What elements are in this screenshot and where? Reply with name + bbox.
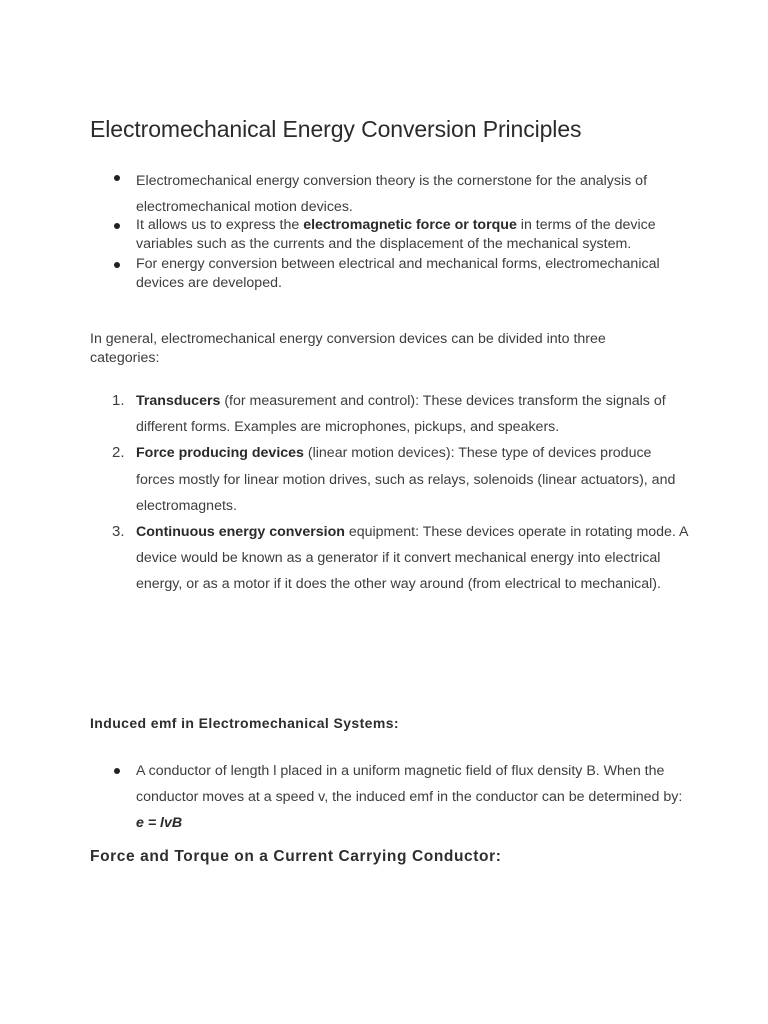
bullet-icon — [114, 175, 120, 181]
category-text: (linear motion devices): These type of devices produce forces mostly for linear motion drives, such as relays, solenoids (linear actuators), and electromagnets. — [136, 445, 676, 514]
list-item — [90, 388, 690, 440]
bullet-icon — [114, 223, 120, 229]
list-item — [90, 216, 690, 253]
category-bold: Force producing devices — [136, 445, 304, 462]
list-item — [90, 758, 690, 837]
bullet-text: A conductor of length l placed in a uniform magnetic field of flux density B. When the conductor moves at a speed v, the induced emf in the conductor can be determined by: — [136, 763, 683, 806]
list-item — [90, 168, 690, 220]
categories-numbered-list — [90, 388, 690, 598]
category-bold: Transducers — [136, 393, 221, 409]
bullet-icon — [114, 262, 120, 268]
force-torque-heading: Force and Torque on a Current Carrying Conductor: — [90, 848, 502, 865]
intro-paragraph: In general, electromechanical energy conversion devices can be divided into three categories: — [90, 331, 606, 366]
category-bold: Continuous energy conversion — [136, 524, 345, 541]
page-title: Electromechanical Energy Conversion Principles — [90, 116, 582, 142]
list-item — [90, 255, 690, 292]
emf-formula: e = lvB — [136, 815, 183, 832]
bullet-text-bold: electromagnetic force or torque — [303, 217, 517, 233]
list-item — [90, 440, 690, 519]
bullet-text: For energy conversion between electrical and mechanical forms, electromechanical devices are developed. — [136, 256, 660, 291]
list-number: 2. — [112, 444, 125, 462]
principles-bullet-list — [90, 168, 690, 294]
bullet-text-pre: It allows us to express the — [136, 217, 304, 233]
list-item — [90, 519, 690, 598]
category-text: equipment: These devices operate in rotating mode. A device would be known as a generator if it convert mechanical energy into electrical energy, or as a motor if it does the other way around (from electrical to mechanical). — [136, 524, 688, 593]
induced-emf-bullet-list — [90, 758, 690, 837]
bullet-text-post: in terms of the device variables such as the currents and the displacement of the mechanical system. — [136, 217, 656, 252]
induced-emf-heading: Induced emf in Electromechanical Systems: — [90, 715, 399, 731]
bullet-icon — [114, 768, 120, 774]
category-text: (for measurement and control): These devices transform the signals of different forms. Examples are microphones, pickups, and speakers. — [136, 393, 666, 436]
list-number: 1. — [112, 392, 125, 409]
bullet-text: Electromechanical energy conversion theory is the cornerstone for the analysis of electromechanical motion devices. — [136, 173, 648, 215]
list-number: 3. — [112, 523, 125, 541]
